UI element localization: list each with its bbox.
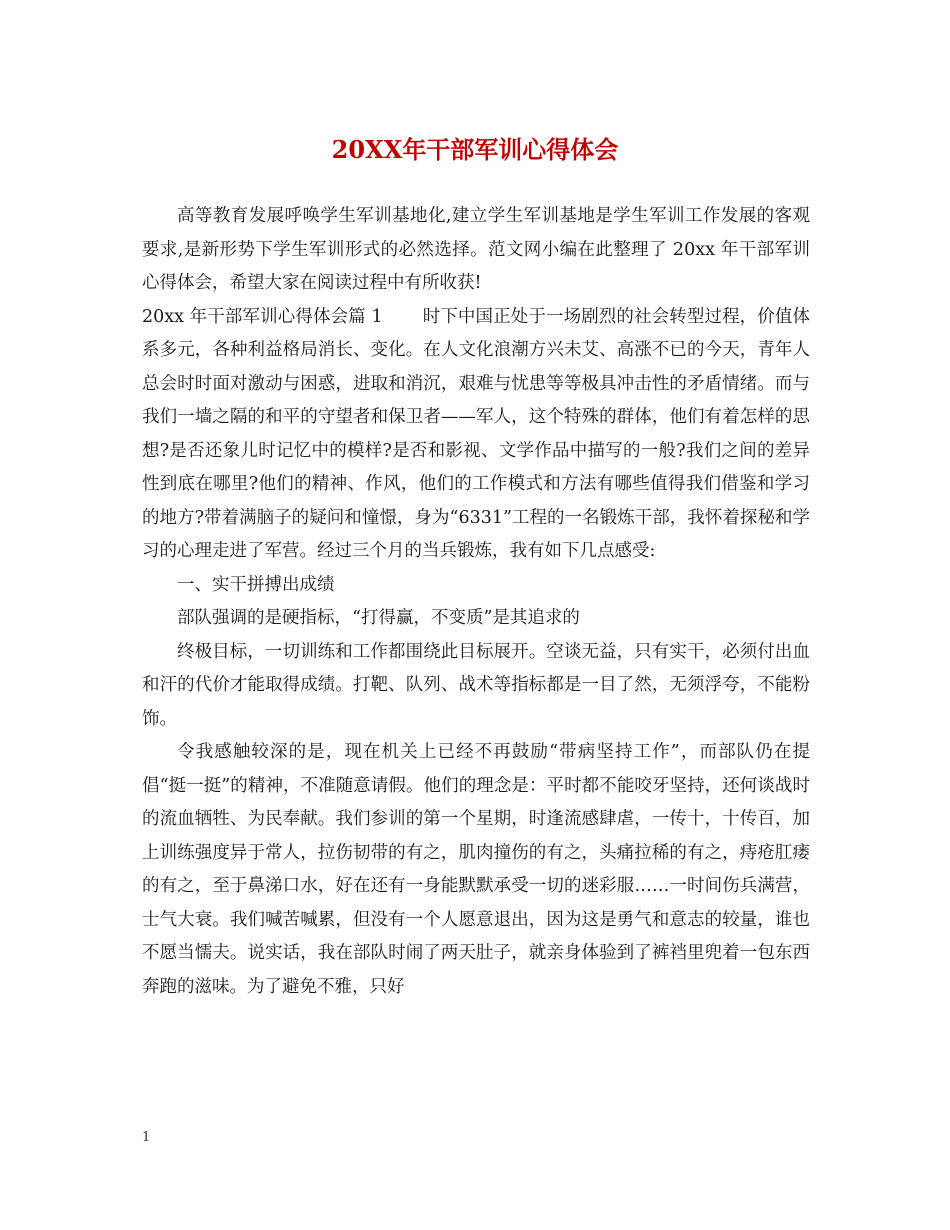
document-body — [142, 200, 810, 1004]
intro-paragraph: 高等教育发展呼唤学生军训基地化,建立学生军训基地是学生军训工作发展的客观要求,是新形势下学生军训形式的必然选择。范文网小编在此整理了 20xx 年干部军训心得体会，希望大家在阅读过程中有所收获! — [142, 206, 810, 293]
section-1-paragraph — [142, 301, 810, 569]
page-number: 1 — [142, 1130, 151, 1145]
paragraph-hard-targets: 部队强调的是硬指标，“打得赢，不变质”是其追求的 — [177, 608, 580, 628]
paragraph-illness-persistence: 令我感触较深的是，现在机关上已经不再鼓励“带病坚持工作”，而部队仍在提倡“挺一挺”的精神，不准随意请假。他们的理念是：平时都不能咬牙坚持，还何谈战时的流血牺牲、为民奉献。我们参训的第一个星期，时逢流感肆虐，一传十，十传百，加上训练强度异于常人，拉伤韧带的有之，肌肉撞伤的有之，头痛拉稀的有之，痔疮肛瘘的有之，至于鼻涕口水，好在还有一身能默默承受一切的迷彩服……一时间伤兵满营，士气大衰。我们喊苦喊累，但没有一个人愿意退出，因为这是勇气和意志的较量，谁也不愿当懦夫。说实话，我在部队时闹了两天肚子，就亲身体验到了裤裆里兜着一包东西奔跑的滋味。为了避免不雅，只好 — [142, 742, 810, 997]
section-label: 20xx 年干部军训心得体会篇 1 — [142, 306, 383, 327]
document-title: 20XX年干部军训心得体会 — [331, 135, 619, 164]
paragraph-ultimate-goal: 终极目标，一切训练和工作都围绕此目标展开。空谈无益，只有实干，必须付出血和汗的代价才能取得成绩。打靶、队列、战术等指标都是一目了然，无须浮夸，不能粉饰。 — [142, 641, 810, 729]
heading-shigan-pinbo: 一、实干拼搏出成绩 — [177, 574, 335, 595]
section-first-paragraph: 时下中国正处于一场剧烈的社会转型过程，价值体系多元，各种利益格局消长、变化。在人文化浪潮方兴未艾、高涨不已的今天，青年人总会时时面对激动与困惑，进取和消沉，艰难与忧患等等极具冲击性的矛盾情绪。而与我们一墙之隔的和平的守望者和保卫者——军人，这个特殊的群体，他们有着怎样的思想?是否还象儿时记忆中的模样?是否和影视、文学作品中描写的一般?我们之间的差异性到底在哪里?他们的精神、作风，他们的工作模式和方法有哪些值得我们借鉴和学习的地方?带着满脑子的疑问和憧憬，身为“6331”工程的一名锻炼干部，我怀着探秘和学习的心理走进了军营。经过三个月的当兵锻炼，我有如下几点感受: — [142, 306, 811, 561]
